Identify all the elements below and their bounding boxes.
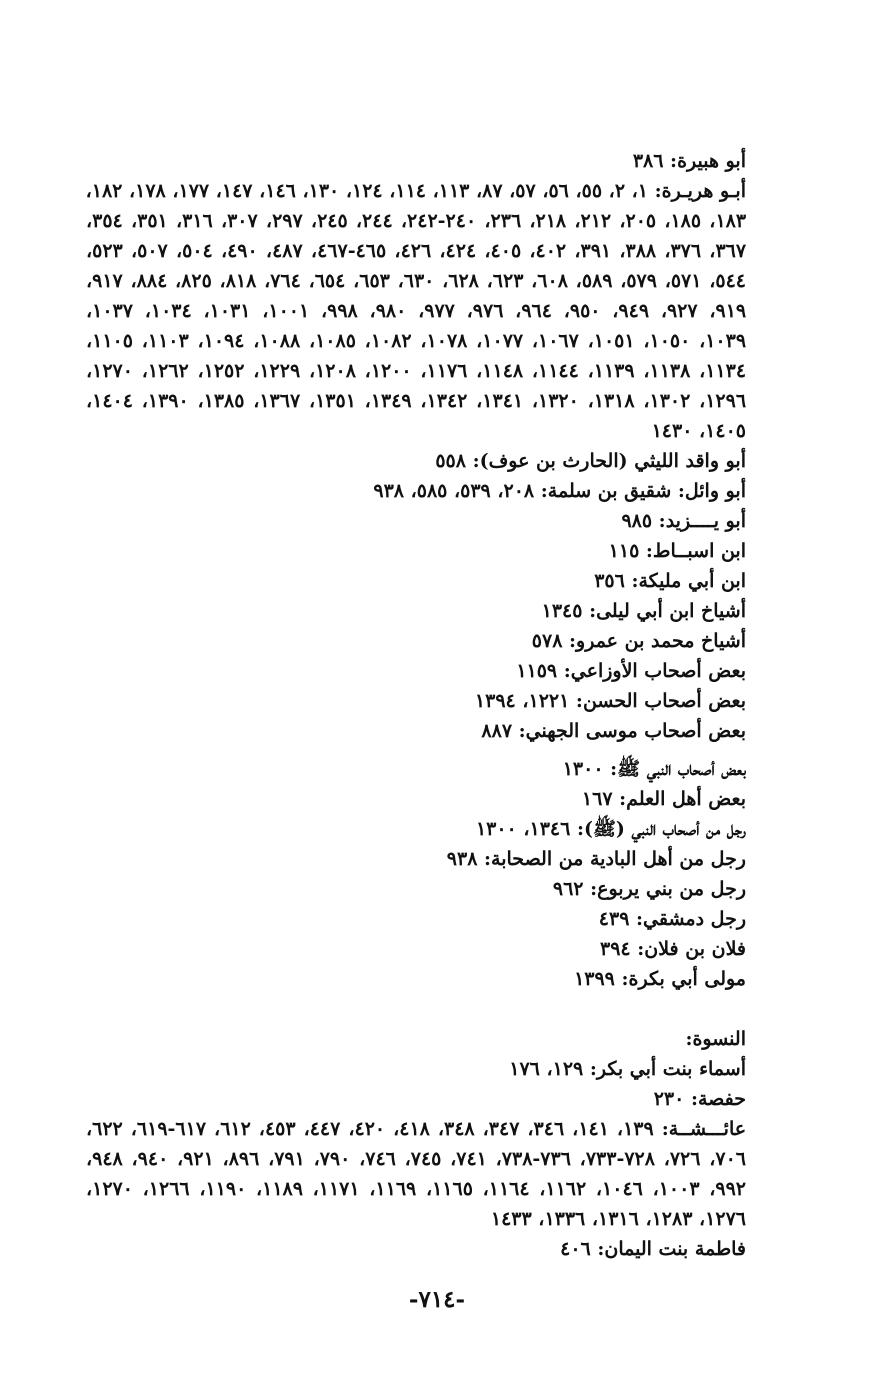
index-entry-line: ٧٠٦، ٧٢٦، ٧٢٨-٧٣٣، ٧٣٦-٧٣٨، ٧٤١، ٧٤٥، ٧٤٦، ٧٩٠، ٧٩١، ٨٩٦، ٩٢١، ٩٤٠، ٩٤٨، [86, 1148, 746, 1170]
index-entry [86, 874, 746, 904]
index-entry [86, 536, 746, 566]
index-entry-line: ابن أبي مليكة: ٣٥٦ [594, 570, 746, 592]
index-entry [86, 146, 746, 176]
entry-spacer [86, 746, 746, 754]
index-entry-line: ١٨٣، ١٨٥، ٢٠٥، ٢١٢، ٢١٨، ٢٣٦، ٢٤٠-٢٤٢، ٢٤٤، ٢٤٥، ٢٩٧، ٣٠٧، ٣١٦، ٣٥١، ٣٥٤، [86, 210, 746, 232]
women-section-heading: النسوة: [685, 1028, 746, 1050]
index-entry-line: فلان بن فلان: ٣٩٤ [600, 938, 746, 960]
index-entry [86, 844, 746, 874]
index-entry [86, 686, 746, 716]
index-entry [86, 446, 746, 476]
index-entry-line: أبو واقد الليثي (الحارث بن عوف): ٥٥٨ [435, 450, 746, 472]
index-entry-line: رجل من أصحاب النبي (ﷺ): ١٣٤٦، ١٣٠٠ [475, 818, 746, 840]
index-entry [86, 506, 746, 536]
index-entry-line: فاطمة بنت اليمان: ٤٠٦ [560, 1238, 746, 1260]
index-entry [86, 1114, 746, 1234]
index-entry [86, 1084, 746, 1114]
index-entry-line: بعض أصحاب الأوزاعي: ١١٥٩ [516, 660, 746, 682]
index-entry [86, 814, 746, 844]
index-entry-line: أبو هبيرة: ٣٨٦ [632, 150, 746, 172]
index-entry-line: مولى أبي بكرة: ١٣٩٩ [574, 968, 746, 990]
index-entry-line: أشياخ محمد بن عمرو: ٥٧٨ [531, 630, 746, 652]
index-entry-line: ١٢٧٦، ١٢٨٣، ١٣١٦، ١٣٣٦، ١٤٣٣ [490, 1208, 746, 1230]
index-entry-line: أسماء بنت أبي بكر: ١٢٩، ١٧٦ [509, 1058, 746, 1080]
index-entry-line: عائـــشــة: ١٣٩، ١٤١، ٣٤٦، ٣٤٧، ٣٤٨، ٤١٨، ٤٢٠، ٤٤٧، ٤٥٣، ٦١٢، ٦١٧-٦١٩، ٦٢٢، [86, 1118, 746, 1140]
index-entries [86, 146, 746, 1264]
index-entry-line: ٥٤٤، ٥٧١، ٥٧٩، ٥٨٩، ٦٠٨، ٦٢٣، ٦٢٨، ٦٣٠، ٦٥٣، ٦٥٤، ٧٦٤، ٨١٨، ٨٢٥، ٨٨٤، ٩١٧، [86, 270, 746, 292]
index-entry-line: ١٢٩٦، ١٣٠٢، ١٣١٨، ١٣٢٠، ١٣٤١، ١٣٤٢، ١٣٤٩، ١٣٥١، ١٣٦٧، ١٣٨٥، ١٣٩٠، ١٤٠٤، [86, 390, 746, 412]
index-entry [86, 626, 746, 656]
index-entry-line: رجل من بني يربوع: ٩٦٢ [552, 878, 746, 900]
index-entry-line: رجل دمشقي: ٤٣٩ [598, 908, 746, 930]
index-entry [86, 176, 746, 446]
index-entry [86, 964, 746, 994]
index-entry [86, 1054, 746, 1084]
women-index-list [86, 1054, 746, 1264]
index-entry-line: رجل من أهل البادية من الصحابة: ٩٣٨ [446, 848, 746, 870]
page-number: -٧١٤- [408, 1286, 466, 1313]
index-entry-line: أبـو هريـرة: ١، ٢، ٥٥، ٥٦، ٥٧، ٨٧، ١١٣، ١١٤، ١٢٤، ١٣٠، ١٤٦، ١٤٧، ١٧٧، ١٧٨، ١٨٢، [86, 180, 746, 202]
index-entry-line: ١٠٣٩، ١٠٥٠، ١٠٥١، ١٠٦٧، ١٠٧٧، ١٠٧٨، ١٠٨٢، ١٠٨٥، ١٠٨٨، ١٠٩٤، ١١٠٣، ١١٠٥، [86, 330, 746, 352]
index-entry [86, 596, 746, 626]
index-entry [86, 904, 746, 934]
index-entry-line: ٣٦٧، ٣٧٦، ٣٨٨، ٣٩١، ٤٠٢، ٤٠٥، ٤٢٤، ٤٢٦، ٤٦٥-٤٦٧، ٤٨٧، ٤٩٠، ٥٠٤، ٥٠٧، ٥٢٣، [86, 240, 746, 262]
index-entry [86, 656, 746, 686]
index-entry [86, 934, 746, 964]
index-entry-line: بعض أصحاب موسى الجهني: ٨٨٧ [481, 720, 746, 742]
index-entry-line: ابن اسبــاط: ١١٥ [608, 540, 746, 562]
index-entry-line: أبو وائل: شقيق بن سلمة: ٢٠٨، ٥٣٩، ٥٨٥، ٩٣٨ [373, 480, 746, 502]
index-entry [86, 1234, 746, 1264]
index-entry-line: ١٤٠٥، ١٤٣٠ [651, 420, 746, 442]
index-entry-line: ١١٣٤، ١١٣٨، ١١٣٩، ١١٤٤، ١١٤٨، ١١٧٦، ١٢٠٠، ١٢٠٨، ١٢٢٩، ١٢٥٢، ١٢٦٢، ١٢٧٠، [86, 360, 746, 382]
index-entry [86, 716, 746, 746]
index-entry-line: أشياخ ابن أبي ليلى: ١٣٤٥ [541, 600, 746, 622]
index-entry [86, 754, 746, 784]
index-entry-line: ٩١٩، ٩٢٧، ٩٤٩، ٩٥٠، ٩٦٤، ٩٧٦، ٩٧٧، ٩٨٠، ٩٩٨، ١٠٠١، ١٠٣١، ١٠٣٤، ١٠٣٧، [86, 300, 746, 322]
index-entry-line: بعض أصحاب الحسن: ١٢٢١، ١٣٩٤ [474, 690, 746, 712]
index-entry-line: بعض أهل العلم: ١٦٧ [581, 788, 746, 810]
index-entry-line: ٩٩٢، ١٠٠٣، ١٠٤٦، ١١٦٢، ١١٦٤، ١١٦٥، ١١٦٩، ١١٧١، ١١٨٩، ١١٩٠، ١٢٦٦، ١٢٧٠، [86, 1178, 746, 1200]
index-entry-line: حفصة: ٢٣٠ [653, 1088, 746, 1110]
men-index-list [86, 146, 746, 994]
index-entry-line: بعض أصحاب النبي ﷺ: ١٣٠٠ [562, 758, 746, 780]
index-entry-line: أبو يــــزيد: ٩٨٥ [621, 510, 746, 532]
index-entry [86, 476, 746, 506]
index-entry [86, 784, 746, 814]
index-entry [86, 566, 746, 596]
